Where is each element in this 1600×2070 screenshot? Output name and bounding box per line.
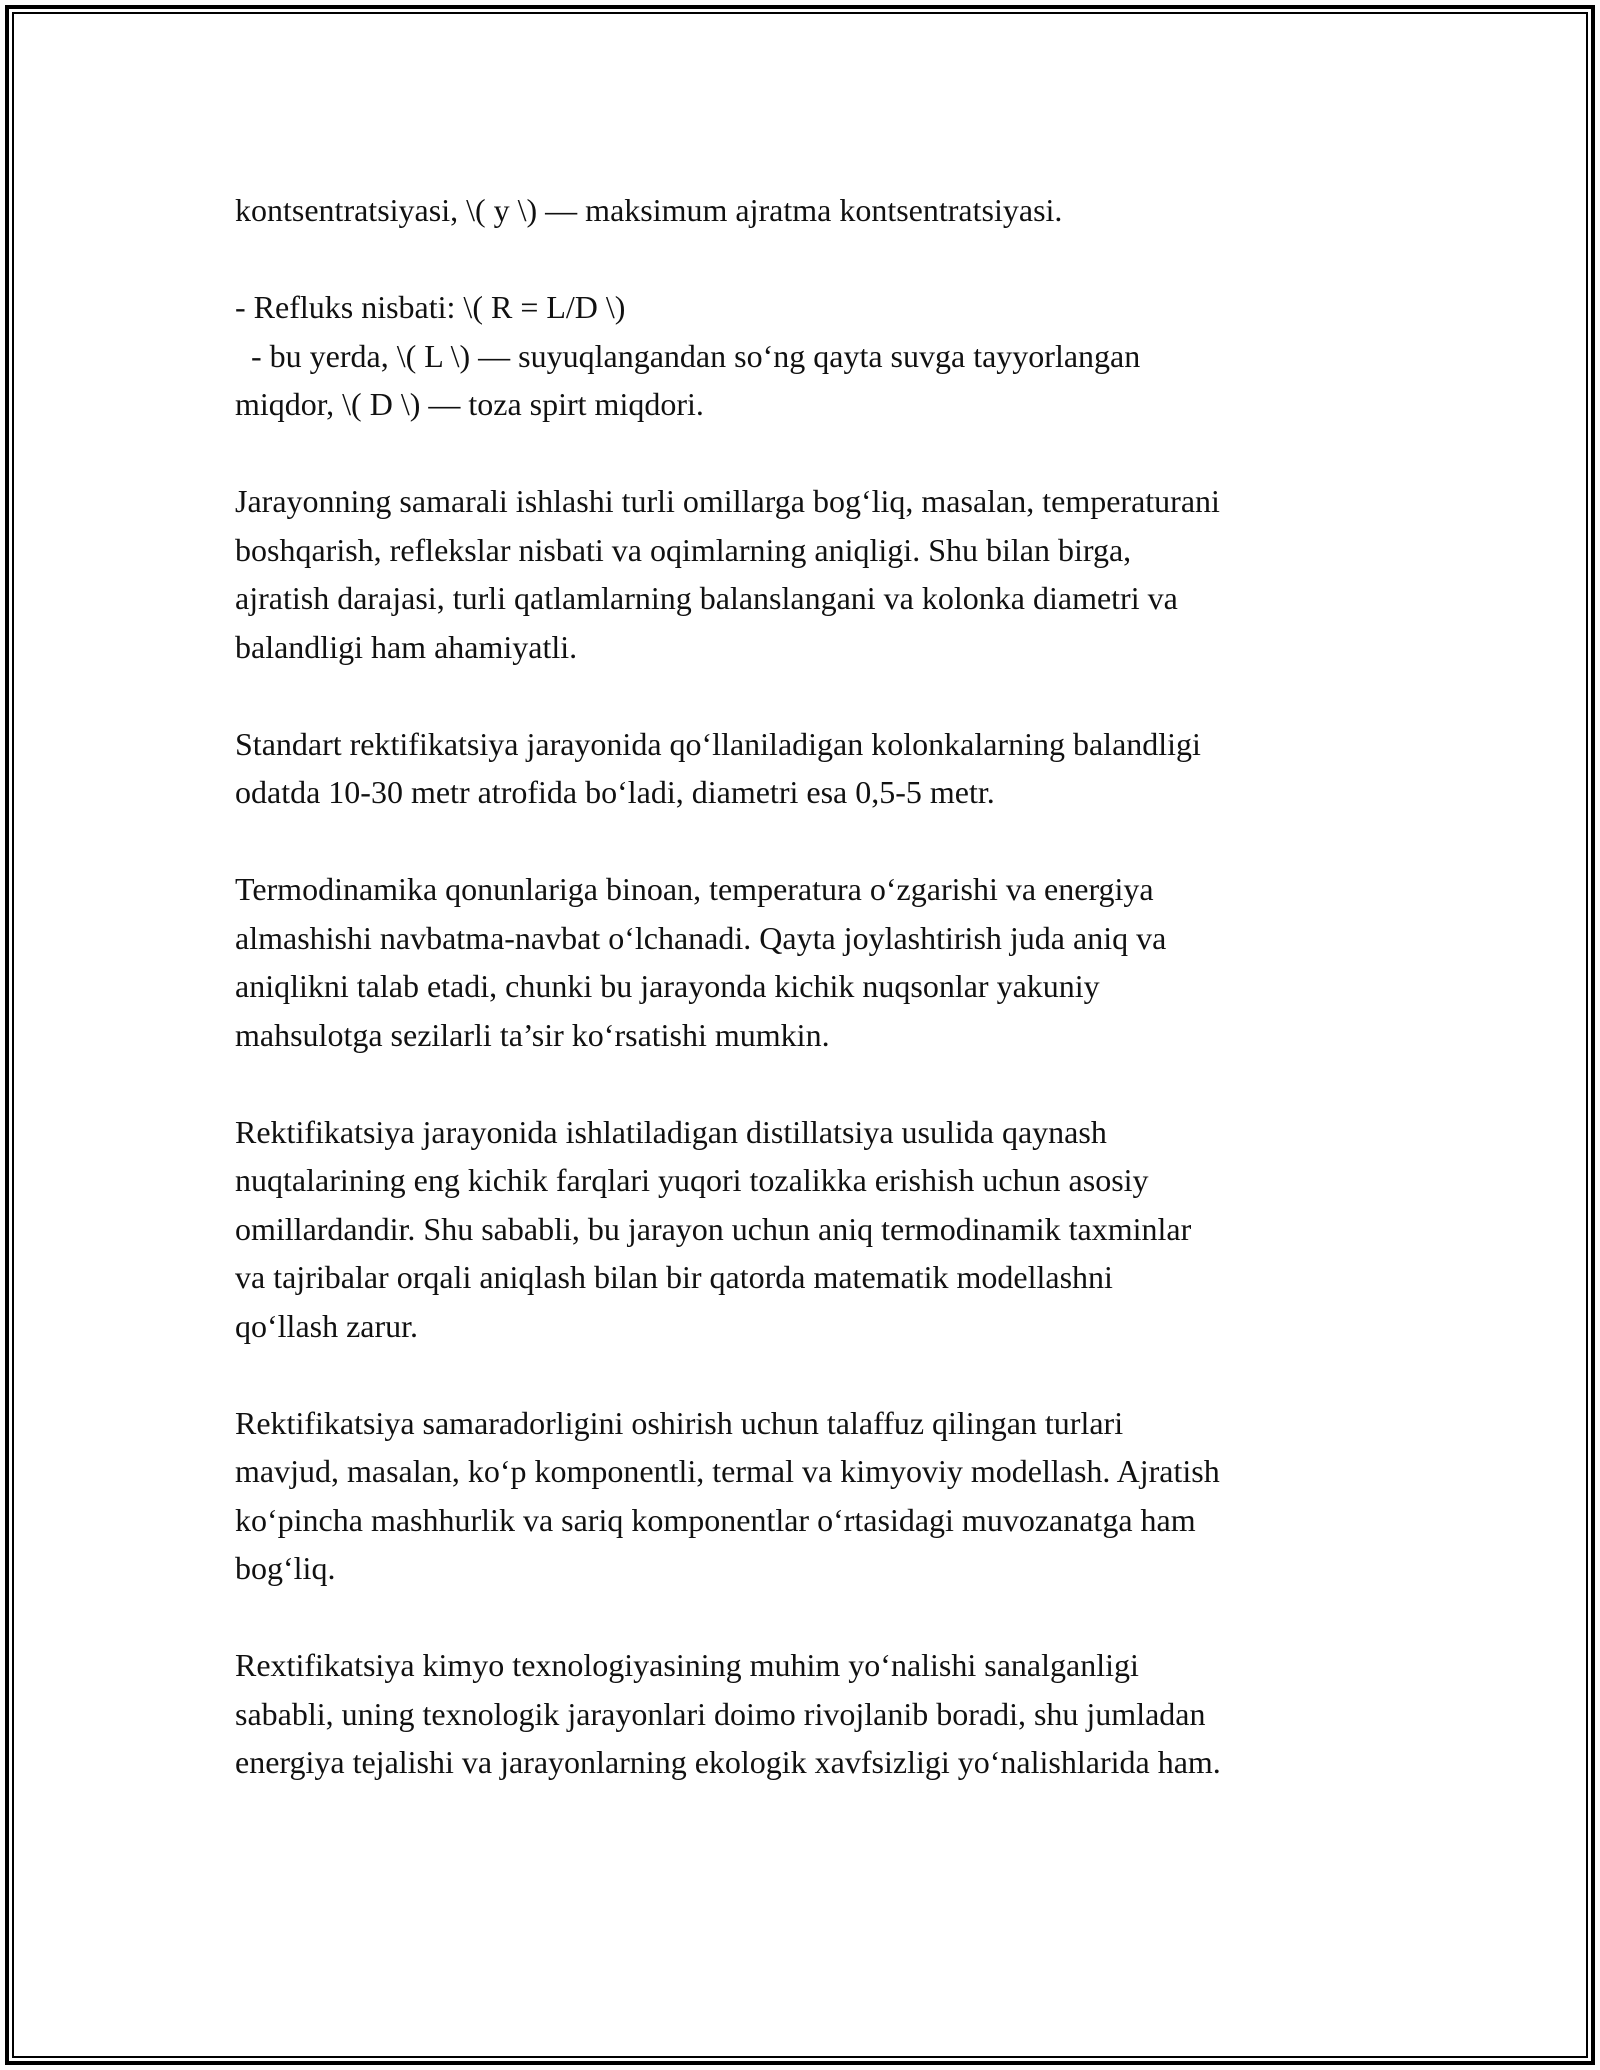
paragraph-p3 <box>235 720 1385 817</box>
text-line: mavjud, masalan, ko‘p komponentli, termal va kimyoviy modellash. Ajratish <box>235 1453 1220 1489</box>
text-line: Jarayonning samarali ishlashi turli omillarga bog‘liq, masalan, temperaturani <box>235 483 1220 519</box>
paragraph-gap <box>235 235 1385 284</box>
text-line: omillardandir. Shu sababli, bu jarayon uchun aniq termodinamik taxminlar <box>235 1210 1192 1247</box>
paragraph-p7 <box>235 1641 1385 1787</box>
text-line: va tajribalar orqali aniqlash bilan bir qatorda matematik modellashni <box>235 1259 1113 1295</box>
text-line: almashishi navbatma-navbat o‘lchanadi. Qayta joylashtirish juda aniq va <box>235 919 1167 956</box>
paragraph-p4 <box>235 865 1385 1059</box>
text-line: Standart rektifikatsiya jarayonida qo‘llaniladigan kolonkalarning balandligi <box>235 725 1201 762</box>
text-line: Rextifikatsiya kimyo texnologiyasining muhim yo‘nalishi sanalganligi <box>235 1647 1139 1683</box>
text-line: aniqlikni talab etadi, chunki bu jarayonda kichik nuqsonlar yakuniy <box>235 968 1100 1004</box>
text-line: sababli, uning texnologik jarayonlari doimo rivojlanib boradi, shu jumladan <box>235 1695 1206 1732</box>
text-line: qo‘llash zarur. <box>235 1307 419 1344</box>
text-line: Termodinamika qonunlariga binoan, temperatura o‘zgarishi va energiya <box>235 871 1154 907</box>
paragraph-gap <box>235 1593 1385 1642</box>
text-line: ko‘pincha mashhurlik va sariq komponentlar o‘rtasidagi muvozanatga ham <box>235 1501 1196 1538</box>
paragraph-p2 <box>235 477 1385 671</box>
text-line: balandligi ham ahamiyatli. <box>235 628 578 665</box>
text-line: Rektifikatsiya samaradorligini oshirish uchun talaffuz qilingan turlari <box>235 1404 1124 1441</box>
text-line: Rektifikatsiya jarayonida ishlatiladigan distillatsiya usulida qaynash <box>235 1113 1107 1150</box>
text-line: - Refluks nisbati: \( R = L/D \) <box>235 289 626 325</box>
text-line: mahsulotga sezilarli ta’sir ko‘rsatishi mumkin. <box>235 1016 830 1053</box>
paragraph-p6 <box>235 1399 1385 1593</box>
text-line: boshqarish, reflekslar nisbati va oqimlarning aniqligi. Shu bilan birga, <box>235 531 1132 568</box>
paragraph-gap <box>235 671 1385 720</box>
text-line: ajratish darajasi, turli qatlamlarning balanslangani va kolonka diametri va <box>235 580 1178 616</box>
text-line: nuqtalarining eng kichik farqlari yuqori tozalikka erishish uchun asosiy <box>235 1162 1149 1198</box>
text-line: miqdor, \( D \) — toza spirt miqdori. <box>235 386 704 422</box>
text-line: energiya tejalishi va jarayonlarning ekologik xavfsizligi yo‘nalishlarida ham. <box>235 1744 1221 1780</box>
paragraph-gap <box>235 1350 1385 1399</box>
paragraph-gap <box>235 1059 1385 1108</box>
paragraph-gap <box>235 817 1385 866</box>
text-line: - bu yerda, \( L \) — suyuqlangandan so‘ng qayta suvga tayyorlangan <box>235 337 1141 374</box>
paragraph-p0 <box>235 186 1385 235</box>
document-body <box>235 186 1385 1787</box>
paragraph-reflux-ratio <box>235 283 1385 429</box>
text-line: kontsentratsiyasi, \( y \) — maksimum ajratma kontsentratsiyasi. <box>235 192 1063 228</box>
text-line: bog‘liq. <box>235 1550 336 1586</box>
text-line: odatda 10-30 metr atrofida bo‘ladi, diametri esa 0,5-5 metr. <box>235 774 995 810</box>
paragraph-gap <box>235 429 1385 478</box>
paragraph-p5 <box>235 1108 1385 1351</box>
